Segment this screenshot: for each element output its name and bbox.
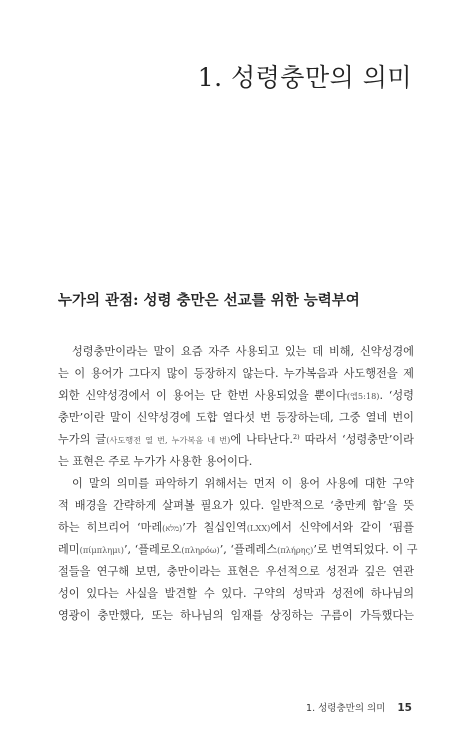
paragraph-line: 영광이 충만했다, 또는 하나님의 임재를 상징하는 구름이 가득했다는 xyxy=(58,609,414,622)
line-text: 따라서 ‘성령충만’이라 xyxy=(299,433,414,446)
line-text: ’로 번역되었다. 이 구 xyxy=(313,543,418,556)
line-text: ’, ‘플레로오 xyxy=(123,543,182,556)
running-title: 1. 성령충만의 의미 xyxy=(306,703,386,714)
line-text: 누가의 글 xyxy=(58,433,107,446)
paragraph-line xyxy=(58,542,418,558)
paragraph-line: 성령충만이라는 말이 요즘 자주 사용되고 있는 데 비해, 신약성경에 xyxy=(72,345,414,358)
paragraph-line: 적 배경을 간략하게 살펴볼 필요가 있다. 일반적으로 ‘충만케 함’을 뜻 xyxy=(58,499,414,512)
line-text: 레미 xyxy=(58,543,80,556)
footnote-marker: 2) xyxy=(292,433,300,441)
lxx-abbreviation: (LXX) xyxy=(246,523,271,533)
paragraph-line: 성이 있다는 사실을 발견할 수 있다. 구약의 성막과 성전에 하나님의 xyxy=(58,587,414,600)
line-text: 하는 히브리어 ‘마레 xyxy=(58,521,163,534)
greek-term: (πίμπλημι) xyxy=(79,545,124,555)
paragraph-line xyxy=(58,388,414,404)
paragraph-line: 절들을 연구해 보면, 충만이라는 표현은 우선적으로 성전과 깊은 연관 xyxy=(58,565,414,578)
line-text: 외한 신약성경에서 이 용어는 단 한번 사용되었을 뿐이다 xyxy=(58,389,347,402)
paragraph-line: 충만’이란 말이 신약성경에 도합 열다섯 번 등장하는데, 그중 열네 번이 xyxy=(58,411,414,424)
paragraph-line xyxy=(58,520,414,536)
inline-reference: (사도행전 열 번, 누가복음 네 번) xyxy=(106,435,231,445)
paragraph-line: 는 이 용어가 그다지 많이 등장하지 않는다. 누가복음과 사도행전을 제 xyxy=(58,367,414,380)
page-footer xyxy=(306,700,412,714)
greek-term: (πλήρης) xyxy=(277,545,314,555)
paragraph-line xyxy=(58,432,414,448)
line-text: 에서 신약에서와 같이 ‘핌플 xyxy=(270,521,414,534)
line-text: . ‘성령 xyxy=(379,389,414,402)
hebrew-term: (מלא) xyxy=(162,523,183,533)
line-text: ’가 칠십인역 xyxy=(182,521,247,534)
section-heading: 누가의 관점: 성령 충만은 선교를 위한 능력부여 xyxy=(58,292,360,309)
scripture-reference: (엡5:18) xyxy=(346,391,380,401)
line-text: 에 나타난다. xyxy=(230,433,293,446)
paragraph-line: 는 표현은 주로 누가가 사용한 용어이다. xyxy=(58,455,253,468)
greek-term: (πληρόω) xyxy=(181,545,220,555)
chapter-title: 1. 성령충만의 의미 xyxy=(197,63,412,92)
line-text: ’, ‘플레레스 xyxy=(219,543,278,556)
page-number: 15 xyxy=(397,702,412,714)
paragraph-line: 이 말의 의미를 파악하기 위해서는 먼저 이 용어 사용에 대한 구약 xyxy=(72,477,414,490)
